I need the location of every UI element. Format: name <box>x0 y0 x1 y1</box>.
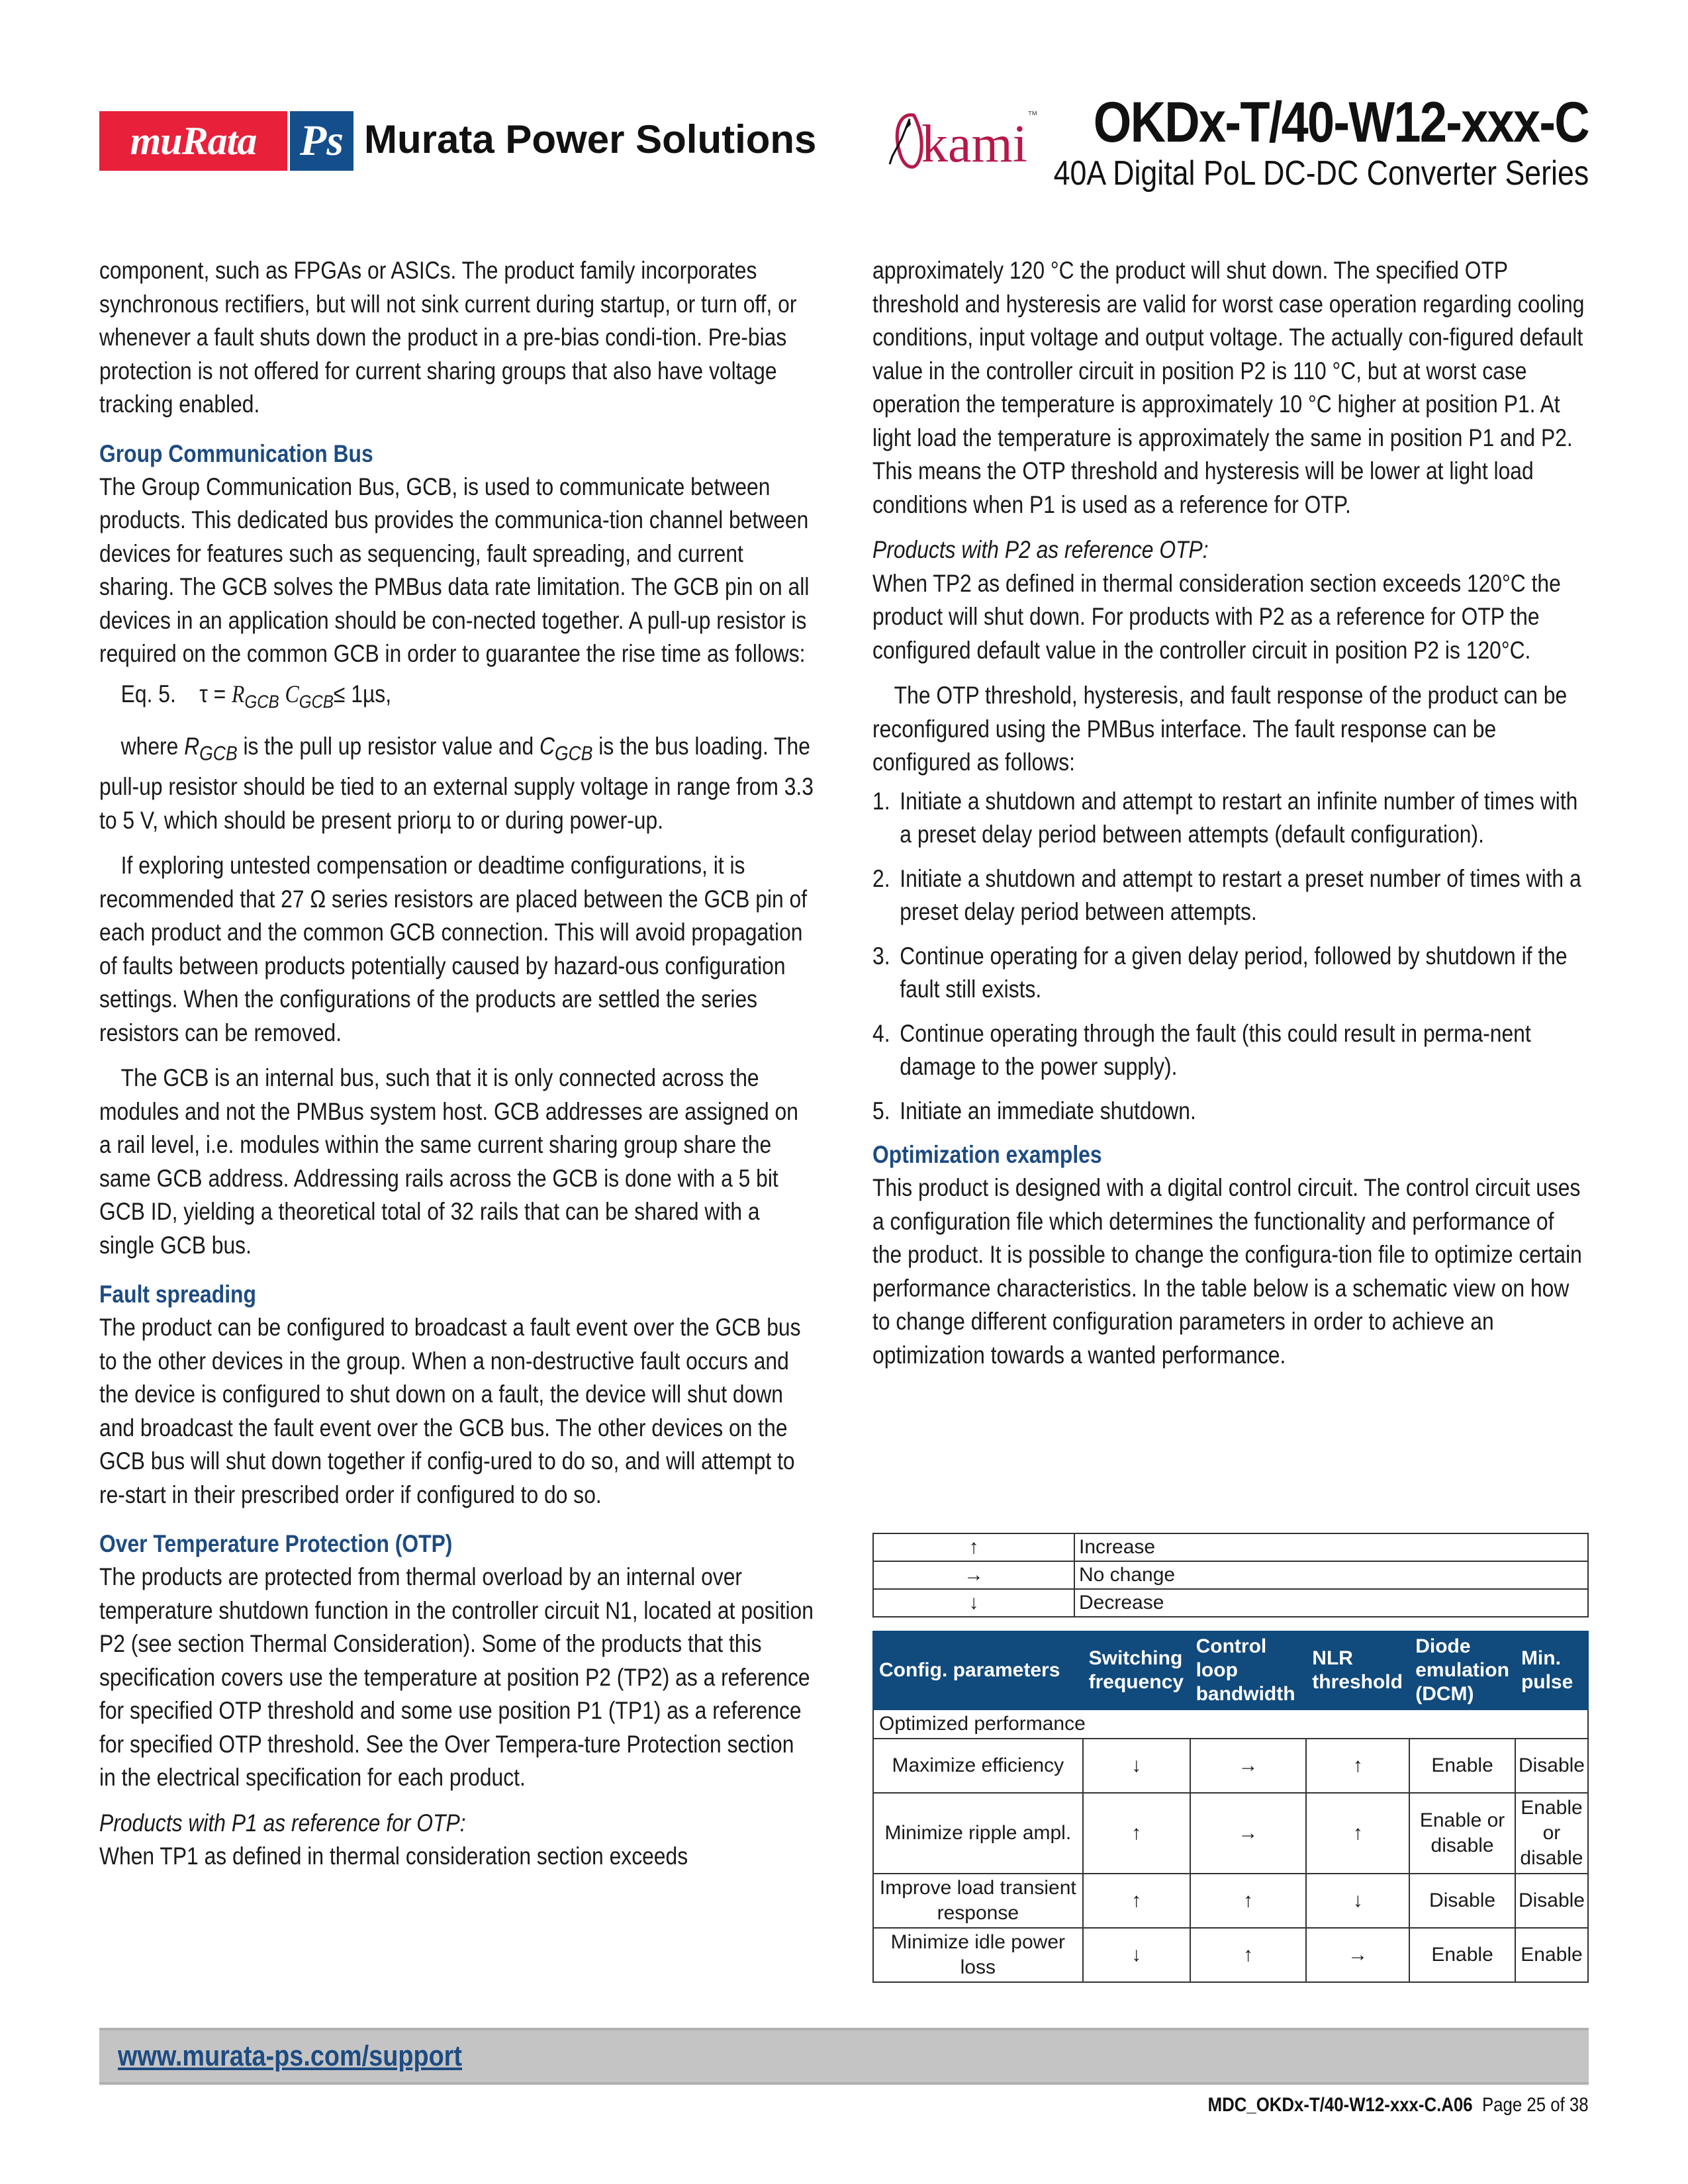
table-cell: Disable <box>1515 1874 1588 1928</box>
equation-5 <box>99 678 814 719</box>
arrow-legend-table <box>872 1533 1589 1617</box>
gcb-series-resistor-paragraph: If exploring untested compensation or deadtime configurations, it is recommended that 27 Ω series resistors are placed between the GCB pin of each product and the common GCB connection. This will avoid propagation of faults between products potentially caused by hazard-ous configuration settings. When the configurations of the products are settled the series resistors can be removed. <box>99 852 808 1046</box>
document-id: MDC_OKDx-T/40-W12-xxx-C.A06 <box>1207 2094 1473 2116</box>
list-number: 1. <box>872 787 890 815</box>
okami-swan-icon <box>887 110 924 171</box>
p2-reference-text: When TP2 as defined in thermal consideration section exceeds 120°C the product will shut down. For products with P2 as a reference for OTP the configured default value in the controller circuit in position P2 is 120°C. <box>872 569 1561 664</box>
list-number: 2. <box>872 864 890 892</box>
gcb-heading: Group Communication Bus <box>99 439 373 467</box>
arrow-down-icon: ↓ <box>1306 1874 1409 1928</box>
arrow-up-icon: ↑ <box>1306 1793 1409 1874</box>
equation-r: R <box>232 680 245 708</box>
right-column <box>872 254 1589 1372</box>
otp-heading: Over Temperature Protection (OTP) <box>99 1530 453 1558</box>
arrow-up-icon: ↑ <box>873 1533 1074 1561</box>
arrow-down-icon: ↓ <box>1083 1928 1190 1982</box>
okami-brand-text: kami <box>921 115 1027 173</box>
column-header: Control loop bandwidth <box>1190 1631 1307 1709</box>
list-item <box>872 940 1589 1007</box>
equation-c: C <box>285 680 299 708</box>
table-cell: Disable <box>1515 1739 1588 1793</box>
table-row <box>873 1739 1588 1793</box>
row-label: Minimize idle power loss <box>873 1928 1083 1982</box>
equation-c-sub: GCB <box>299 690 334 711</box>
row-label: Maximize efficiency <box>873 1739 1083 1793</box>
arrow-up-icon: ↑ <box>1190 1928 1307 1982</box>
list-item <box>872 785 1589 852</box>
where-r-sub: GCB <box>199 741 238 765</box>
equation-rhs: ≤ 1µs, <box>333 680 392 707</box>
arrow-up-icon: ↑ <box>1190 1874 1307 1928</box>
column-header: Switching frequency <box>1083 1631 1190 1709</box>
page-number: Page 25 of 38 <box>1482 2094 1589 2116</box>
row-label: Improve load transient response <box>873 1874 1083 1928</box>
row-label: Minimize ripple ampl. <box>873 1793 1083 1874</box>
arrow-right-icon: → <box>1190 1739 1307 1793</box>
legend-row <box>873 1561 1588 1589</box>
table-row <box>873 1874 1588 1928</box>
company-name: Murata Power Solutions <box>364 117 817 161</box>
list-number: 5. <box>872 1097 890 1124</box>
column-header: Diode emulation (DCM) <box>1409 1631 1515 1709</box>
list-item <box>872 1095 1589 1128</box>
arrow-right-icon: → <box>1306 1928 1409 1982</box>
optimization-paragraph: This product is designed with a digital control circuit. The control circuit uses a configuration file which determines the functionality and performance of the product. It is possible to change the configura-tion file to optimize certain performance characteristics. In the table below is a schematic view on how to change different configuration parameters in order to achieve an optimization towards a wanted performance. <box>872 1174 1582 1369</box>
otp-reconfig-paragraph: The OTP threshold, hysteresis, and fault response of the product can be reconfigured using the PMBus interface. The fault response can be configured as follows: <box>872 682 1568 776</box>
optimization-heading: Optimization examples <box>872 1141 1102 1168</box>
list-text: Continue operating through the fault (this could result in perma-nent damage to the power supply). <box>900 1019 1531 1080</box>
p2-reference-subheading: Products with P2 as reference OTP: <box>872 536 1209 563</box>
otp-paragraph: The products are protected from thermal overload by an internal over temperature shutdown function in the controller circuit N1, located at position P2 (see section Thermal Consideration). Some of the products that this specification covers use the temperature at position P2 (TP2) as a reference for specified OTP threshold and some use position P1 (TP1) as a reference for specified OTP threshold. See the Over Tempera-ture Protection section in the electrical specification for each product. <box>99 1563 814 1792</box>
where-c-sub: GCB <box>554 741 593 765</box>
gcb-where-paragraph <box>99 730 814 837</box>
table-cell: Disable <box>1409 1874 1515 1928</box>
table-cell: Enable <box>1409 1739 1515 1793</box>
arrow-down-icon: ↓ <box>1083 1739 1190 1793</box>
fault-spreading-heading: Fault spreading <box>99 1281 256 1308</box>
trademark-symbol: ™ <box>1027 110 1038 121</box>
arrow-up-icon: ↑ <box>1306 1739 1409 1793</box>
arrow-right-icon: → <box>1190 1793 1307 1874</box>
arrow-up-icon: ↑ <box>1083 1793 1190 1874</box>
table-cell: Enable or disable <box>1515 1793 1588 1874</box>
murata-logo-text: muRata <box>130 118 257 163</box>
list-text: Initiate an immediate shutdown. <box>900 1097 1196 1124</box>
legend-label: No change <box>1074 1561 1588 1589</box>
equation-label: Eq. 5. <box>120 680 176 707</box>
where-c: C <box>539 733 555 760</box>
column-header: Config. parameters <box>873 1631 1083 1709</box>
legend-label: Decrease <box>1074 1589 1588 1617</box>
column-header: NLR threshold <box>1306 1631 1409 1709</box>
table-row <box>873 1793 1588 1874</box>
where-text: where <box>120 733 185 760</box>
fault-response-list <box>872 785 1589 1128</box>
optimization-table <box>872 1631 1589 1983</box>
equation-lhs: τ = <box>199 680 232 707</box>
equation-r-sub: GCB <box>244 690 279 711</box>
legend-label: Increase <box>1074 1533 1588 1561</box>
legend-row <box>873 1533 1588 1561</box>
table-header-row <box>873 1631 1588 1709</box>
ps-logo <box>290 111 353 171</box>
group-label: Optimized performance <box>873 1709 1588 1739</box>
arrow-up-icon: ↑ <box>1083 1874 1190 1928</box>
gcb-internal-bus-paragraph: The GCB is an internal bus, such that it is only connected across the modules and not the PMBus system host. GCB addresses are assigned on a rail level, i.e. modules within the same current sharing group share the same GCB address. Addressing rails across the GCB is done with a 5 bit GCB ID, yielding a theoretical total of 32 rails that can be shared with a single GCB bus. <box>99 1064 798 1259</box>
ps-logo-text: Ps <box>300 116 344 165</box>
list-text: Initiate a shutdown and attempt to restart a preset number of times with a preset delay period between attempts. <box>900 864 1581 925</box>
table-cell: Enable or disable <box>1409 1793 1515 1874</box>
p1-reference-subheading: Products with P1 as reference for OTP: <box>99 1809 466 1837</box>
table-cell: Enable <box>1515 1928 1588 1982</box>
product-subtitle: 40A Digital PoL DC-DC Converter Series <box>1053 154 1589 193</box>
table-group-row <box>873 1709 1588 1739</box>
p1-reference-text: When TP1 as defined in thermal consideration section exceeds <box>99 1843 688 1870</box>
list-number: 3. <box>872 942 890 970</box>
table-cell: Enable <box>1409 1928 1515 1982</box>
gcb-paragraph: The Group Communication Bus, GCB, is used to communicate between products. This dedicated bus provides the communica-tion channel between devices for features such as sequencing, fault spreading, and current sharing. The GCB solves the PMBus data rate limitation. The GCB pin on all devices in an application should be con-nected together. A pull-up resistor is required on the common GCB in order to guarantee the rise time as follows: <box>99 473 810 667</box>
where-mid: is the pull up resistor value and <box>237 733 539 760</box>
where-post: is the bus loading. The pull-up resistor should be tied to an external supply voltage in range from 3.3 to 5 V, which should be present priorµ to or during power-up. <box>99 733 814 834</box>
list-text: Initiate a shutdown and attempt to restart an infinite number of times with a preset delay period between attempts (default configuration). <box>900 787 1578 848</box>
list-text: Continue operating for a given delay period, followed by shutdown if the fault still exists. <box>900 942 1568 1003</box>
list-item <box>872 862 1589 929</box>
column-header: Min. pulse <box>1515 1631 1588 1709</box>
arrow-right-icon: → <box>873 1561 1074 1589</box>
list-item <box>872 1017 1589 1084</box>
p1-reference-continued: approximately 120 °C the product will shut down. The specified OTP threshold and hysteresis are valid for worst case operation regarding cooling conditions, input voltage and output voltage. The actually con-figured default value in the controller circuit in position P2 is 110 °C, but at worst case operation the temperature is approximately 10 °C higher at position P1. At light load the temperature is approximately the same in position P1 and P2. This means the OTP threshold and hysteresis will be lower at light load conditions when P1 is used as a reference for OTP. <box>872 257 1585 518</box>
support-link[interactable]: www.murata-ps.com/support <box>118 2040 463 2072</box>
arrow-down-icon: ↓ <box>873 1589 1074 1617</box>
product-title: OKDx-T/40-W12-xxx-C <box>1093 91 1589 154</box>
left-column <box>99 254 814 1874</box>
footer-doc-info <box>1208 2094 1589 2116</box>
footer-bar <box>99 2028 1589 2085</box>
page-header <box>0 0 1688 212</box>
legend-row <box>873 1589 1588 1617</box>
table-row <box>873 1928 1588 1982</box>
murata-logo <box>99 111 287 171</box>
intro-paragraph: component, such as FPGAs or ASICs. The product family incorporates synchronous rectifiers, but will not sink current during startup, or turn off, or whenever a fault shuts down the product in a pre-bias condi-tion. Pre-bias protection is not offered for current sharing groups that also have voltage tracking enabled. <box>99 257 797 418</box>
fault-spreading-paragraph: The product can be configured to broadcast a fault event over the GCB bus to the other devices in the group. When a non-destructive fault occurs and the device is configured to shut down on a fault, the device will shut down and broadcast the fault event over the GCB bus. The other devices on the GCB bus will shut down together if config-ured to do so, and will attempt to re-start in their prescribed order if configured to do so. <box>99 1314 801 1508</box>
okami-logo <box>887 98 1038 171</box>
where-r: R <box>184 733 200 760</box>
list-number: 4. <box>872 1019 890 1047</box>
